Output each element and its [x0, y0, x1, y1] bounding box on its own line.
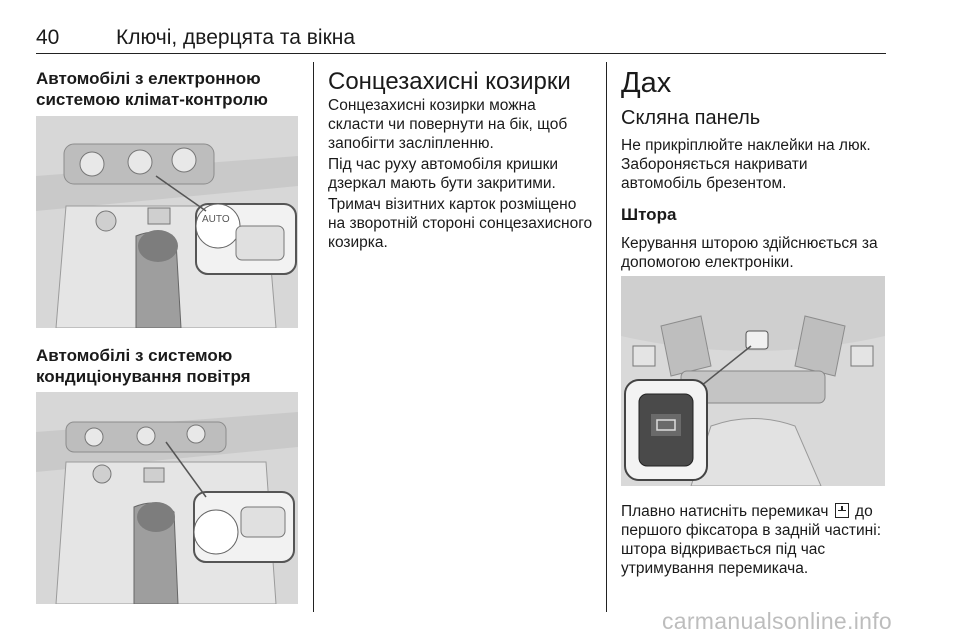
auto-label: AUTO: [202, 214, 230, 225]
climate-control-illustration: [36, 116, 298, 328]
section-heading-sun-visors: Сонцезахисні козирки: [328, 68, 571, 95]
column-divider-2: [606, 62, 607, 612]
glass-panel-paragraph: Не прикріплюйте наклейки на люк. Забороняється накривати автомобіль брезентом.: [621, 137, 871, 192]
sun-visors-paragraph-1: Сонцезахисні козирки можна скласти чи повернути на бік, щоб запобігти засліпленню.: [328, 97, 568, 152]
page-number: 40: [36, 26, 60, 49]
sun-visors-paragraph-2: Під час руху автомобіля кришки дзеркал мають бути закритими.: [328, 156, 559, 192]
subheading-glass-panel: Скляна панель: [621, 107, 761, 129]
blind-switch-icon: [835, 503, 849, 518]
blind-paragraph-2-end: до першого фіксатора в задній частині: штора відкривається під час утримування перемикача.: [621, 503, 881, 577]
page-title: Ключі, дверцята та вікна: [116, 26, 356, 49]
page-header: [36, 26, 886, 54]
air-conditioning-illustration: [36, 392, 298, 604]
subheading-blind: Штора: [621, 205, 677, 224]
section-heading-roof: Дах: [621, 67, 672, 99]
section-heading-electronic-climate: Автомобілі з електронною системою клімат-контролю: [36, 69, 268, 109]
roof-blind-illustration: [621, 276, 885, 486]
column-divider-1: [313, 62, 314, 612]
blind-paragraph-2-start: Плавно натисніть перемикач: [621, 503, 829, 520]
watermark: carmanualsonline.info: [661, 608, 892, 634]
header-divider: [36, 53, 886, 54]
blind-paragraph-2: [621, 502, 891, 578]
section-heading-air-conditioning: Автомобілі з системою кондиціонування повітря: [36, 346, 251, 386]
sun-visors-paragraph-3: Тримач візитних карток розміщено на зворотній стороні сонцезахисного козирка.: [328, 196, 593, 251]
blind-paragraph-1: Керування шторою здійснюється за допомогою електроніки.: [621, 235, 878, 271]
